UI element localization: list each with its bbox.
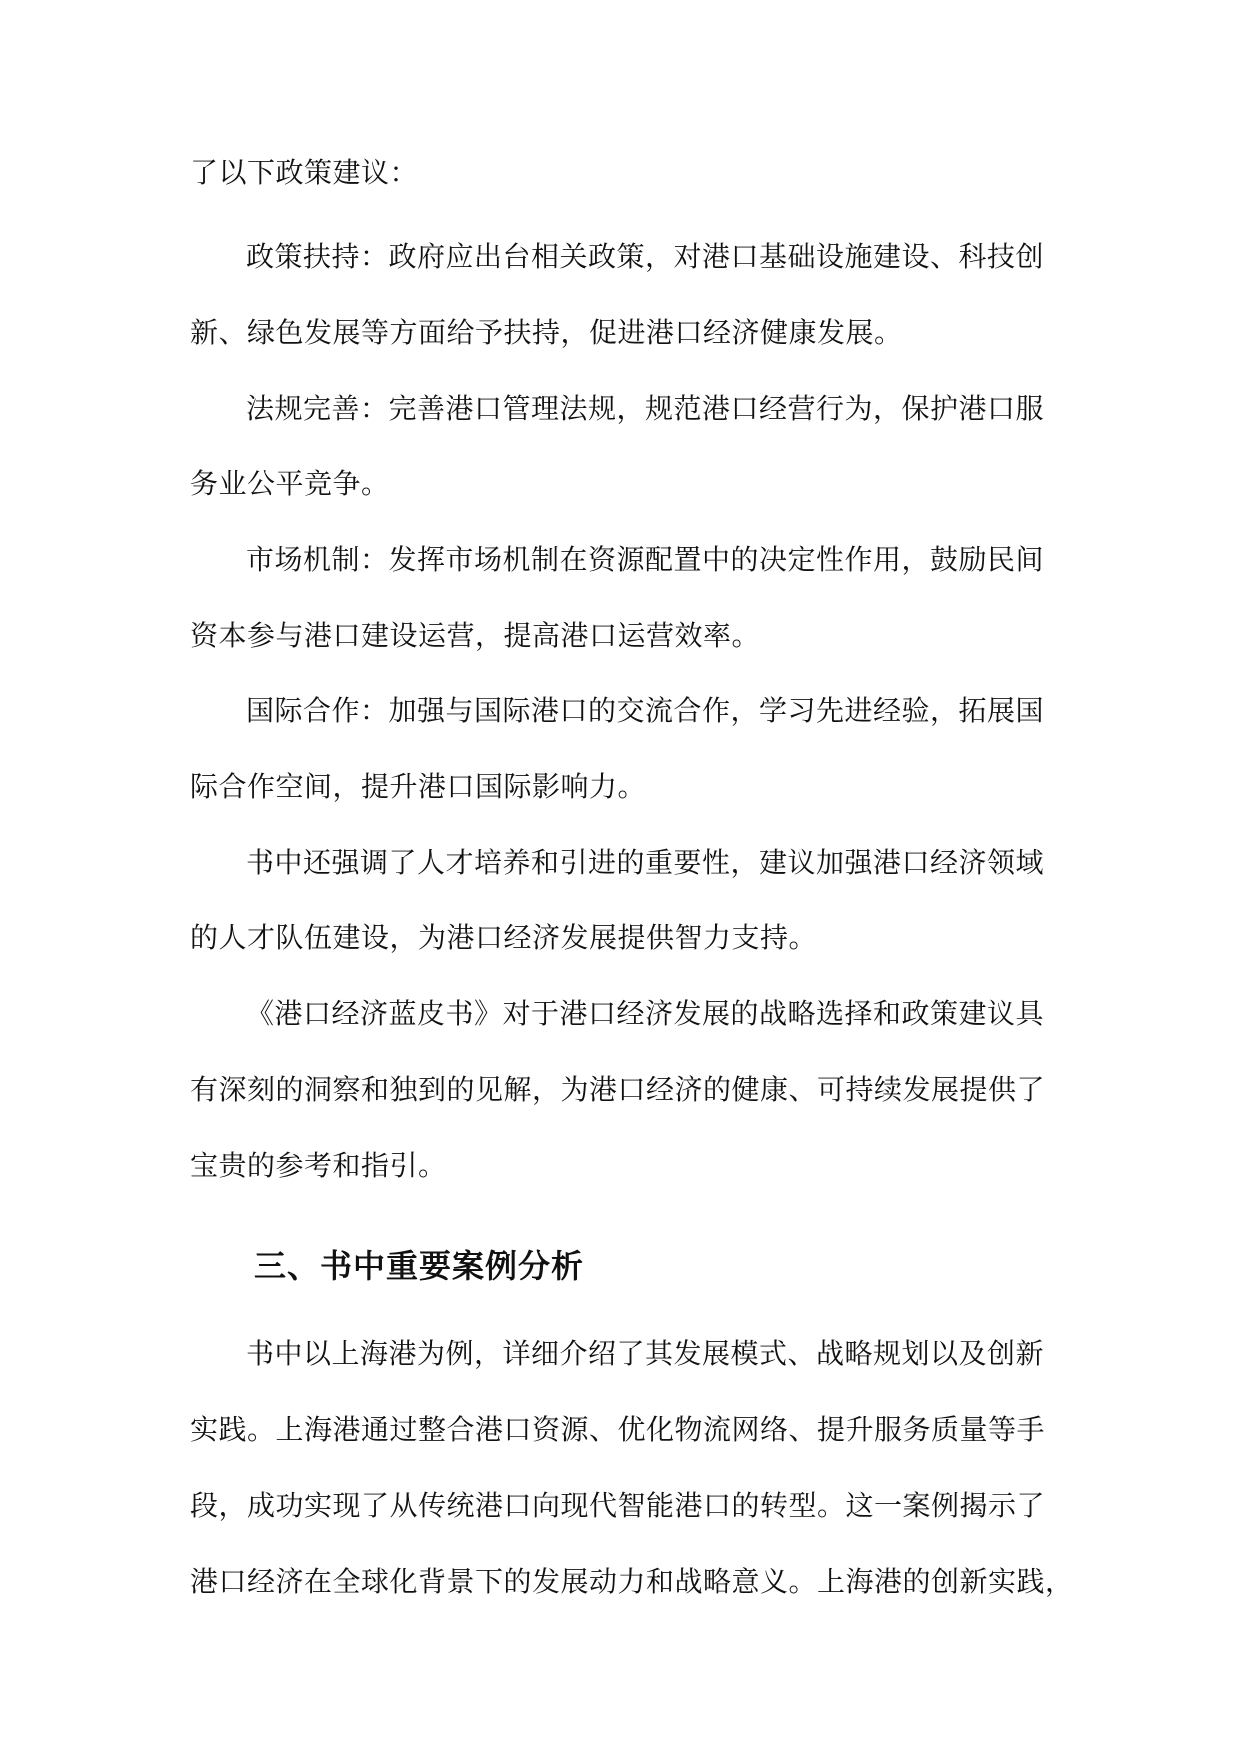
body-line: 书中以上海港为例，详细介绍了其发展模式、战略规划以及创新 xyxy=(246,1337,1045,1370)
body-line: 了以下政策建议： xyxy=(190,156,419,189)
body-line: 《港口经济蓝皮书》对于港口经济发展的战略选择和政策建议具 xyxy=(246,997,1045,1030)
body-line: 务业公平竞争。 xyxy=(190,467,390,500)
body-line: 际合作空间，提升港口国际影响力。 xyxy=(190,770,647,803)
body-line: 段，成功实现了从传统港口向现代智能港口的转型。这一案例揭示了 xyxy=(190,1489,1046,1522)
body-line: 政策扶持：政府应出台相关政策，对港口基础设施建设、科技创 xyxy=(246,240,1045,273)
body-line: 法规完善：完善港口管理法规，规范港口经营行为，保护港口服 xyxy=(246,392,1045,425)
body-line: 新、绿色发展等方面给予扶持，促进港口经济健康发展。 xyxy=(190,316,903,349)
body-line: 国际合作：加强与国际港口的交流合作，学习先进经验，拓展国 xyxy=(246,694,1045,727)
body-line: 资本参与港口建设运营，提高港口运营效率。 xyxy=(190,619,761,652)
body-line: 有深刻的洞察和独到的见解，为港口经济的健康、可持续发展提供了 xyxy=(190,1073,1046,1106)
body-line: 港口经济在全球化背景下的发展动力和战略意义。上海港的创新实践， xyxy=(190,1565,1074,1598)
body-line: 书中还强调了人才培养和引进的重要性，建议加强港口经济领域 xyxy=(246,846,1045,879)
body-line: 宝贵的参考和指引。 xyxy=(190,1149,447,1182)
body-line: 实践。上海港通过整合港口资源、优化物流网络、提升服务质量等手 xyxy=(190,1413,1046,1446)
section-heading: 三、书中重要案例分析 xyxy=(254,1247,585,1285)
body-line: 市场机制：发挥市场机制在资源配置中的决定性作用，鼓励民间 xyxy=(246,543,1045,576)
body-line: 的人才队伍建设，为港口经济发展提供智力支持。 xyxy=(190,921,818,954)
